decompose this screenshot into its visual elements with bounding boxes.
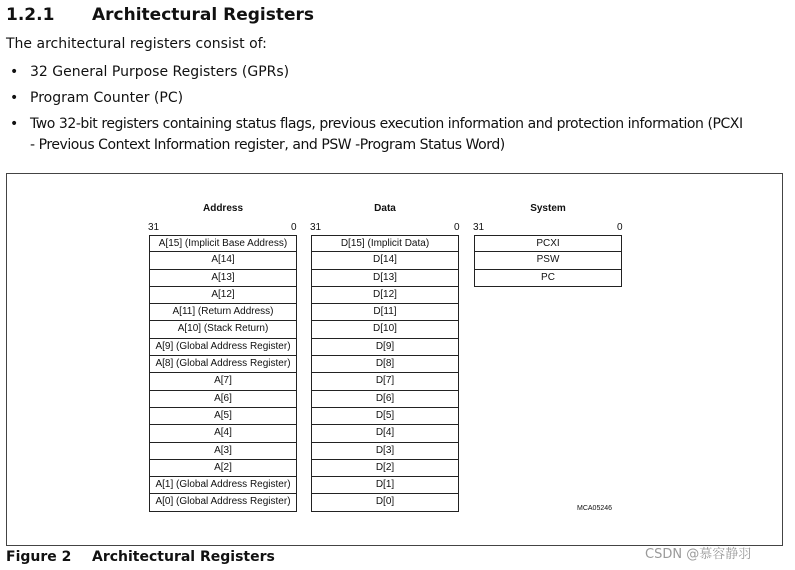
section-title: Architectural Registers (92, 5, 315, 25)
data-register-cell: D[9] (311, 339, 459, 356)
data-bit-high: 31 (310, 222, 322, 233)
bullet-icon: • (10, 64, 19, 80)
address-register-cell: A[7] (149, 373, 297, 390)
data-bit-low: 0 (454, 222, 460, 233)
bullet-item (6, 114, 791, 156)
figure-label: Figure 2 (6, 549, 72, 565)
system-register-cell: PC (474, 270, 622, 287)
register-figure (6, 173, 783, 546)
data-register-cell: D[4] (311, 425, 459, 442)
address-register-cell: A[6] (149, 391, 297, 408)
address-register-stack (149, 235, 297, 512)
data-register-cell: D[3] (311, 443, 459, 460)
data-column-title: Data (374, 203, 396, 214)
intro-text: The architectural registers consist of: (6, 36, 267, 52)
address-register-cell: A[13] (149, 270, 297, 287)
system-register-cell: PCXI (474, 235, 622, 252)
address-register-cell: A[15] (Implicit Base Address) (149, 235, 297, 252)
address-bit-low: 0 (291, 222, 297, 233)
bullet-text-continued: - Previous Context Information register, and PSW -Program Status Word) (30, 137, 505, 153)
bullet-list (6, 62, 791, 161)
data-register-cell: D[14] (311, 252, 459, 269)
bullet-icon: • (10, 90, 19, 106)
data-register-cell: D[6] (311, 391, 459, 408)
data-register-cell: D[7] (311, 373, 459, 390)
data-register-cell: D[1] (311, 477, 459, 494)
bullet-text: Two 32-bit registers containing status flags, previous execution information and protection information (PCXI (30, 116, 743, 132)
data-register-cell: D[11] (311, 304, 459, 321)
address-register-cell: A[2] (149, 460, 297, 477)
section-number: 1.2.1 (6, 5, 55, 25)
address-register-cell: A[3] (149, 443, 297, 460)
system-register-stack (474, 235, 622, 287)
data-register-cell: D[8] (311, 356, 459, 373)
address-register-cell: A[10] (Stack Return) (149, 321, 297, 338)
figure-code: MCA05246 (577, 505, 613, 512)
system-bit-high: 31 (473, 222, 485, 233)
address-register-cell: A[1] (Global Address Register) (149, 477, 297, 494)
figure-caption (6, 549, 275, 565)
system-bit-low: 0 (617, 222, 623, 233)
address-register-cell: A[8] (Global Address Register) (149, 356, 297, 373)
address-register-cell: A[14] (149, 252, 297, 269)
data-register-cell: D[0] (311, 494, 459, 511)
bullet-item (6, 62, 791, 83)
data-register-cell: D[15] (Implicit Data) (311, 235, 459, 252)
bullet-icon: • (10, 116, 18, 132)
data-register-cell: D[13] (311, 270, 459, 287)
section-heading (6, 5, 314, 25)
address-register-cell: A[9] (Global Address Register) (149, 339, 297, 356)
watermark: CSDN @慕容静羽 (645, 547, 752, 562)
address-register-cell: A[5] (149, 408, 297, 425)
address-column-title: Address (202, 203, 243, 214)
address-register-cell: A[4] (149, 425, 297, 442)
bullet-item (6, 88, 791, 109)
address-register-cell: A[12] (149, 287, 297, 304)
data-register-cell: D[2] (311, 460, 459, 477)
address-register-cell: A[0] (Global Address Register) (149, 494, 297, 511)
bullet-text: Program Counter (PC) (30, 90, 184, 106)
data-register-cell: D[12] (311, 287, 459, 304)
system-register-cell: PSW (474, 252, 622, 269)
data-register-cell: D[10] (311, 321, 459, 338)
data-register-stack (311, 235, 459, 512)
data-register-cell: D[5] (311, 408, 459, 425)
bullet-text: 32 General Purpose Registers (GPRs) (30, 64, 290, 80)
address-register-cell: A[11] (Return Address) (149, 304, 297, 321)
system-column-title: System (530, 203, 566, 214)
figure-title: Architectural Registers (92, 549, 275, 565)
address-bit-high: 31 (148, 222, 160, 233)
